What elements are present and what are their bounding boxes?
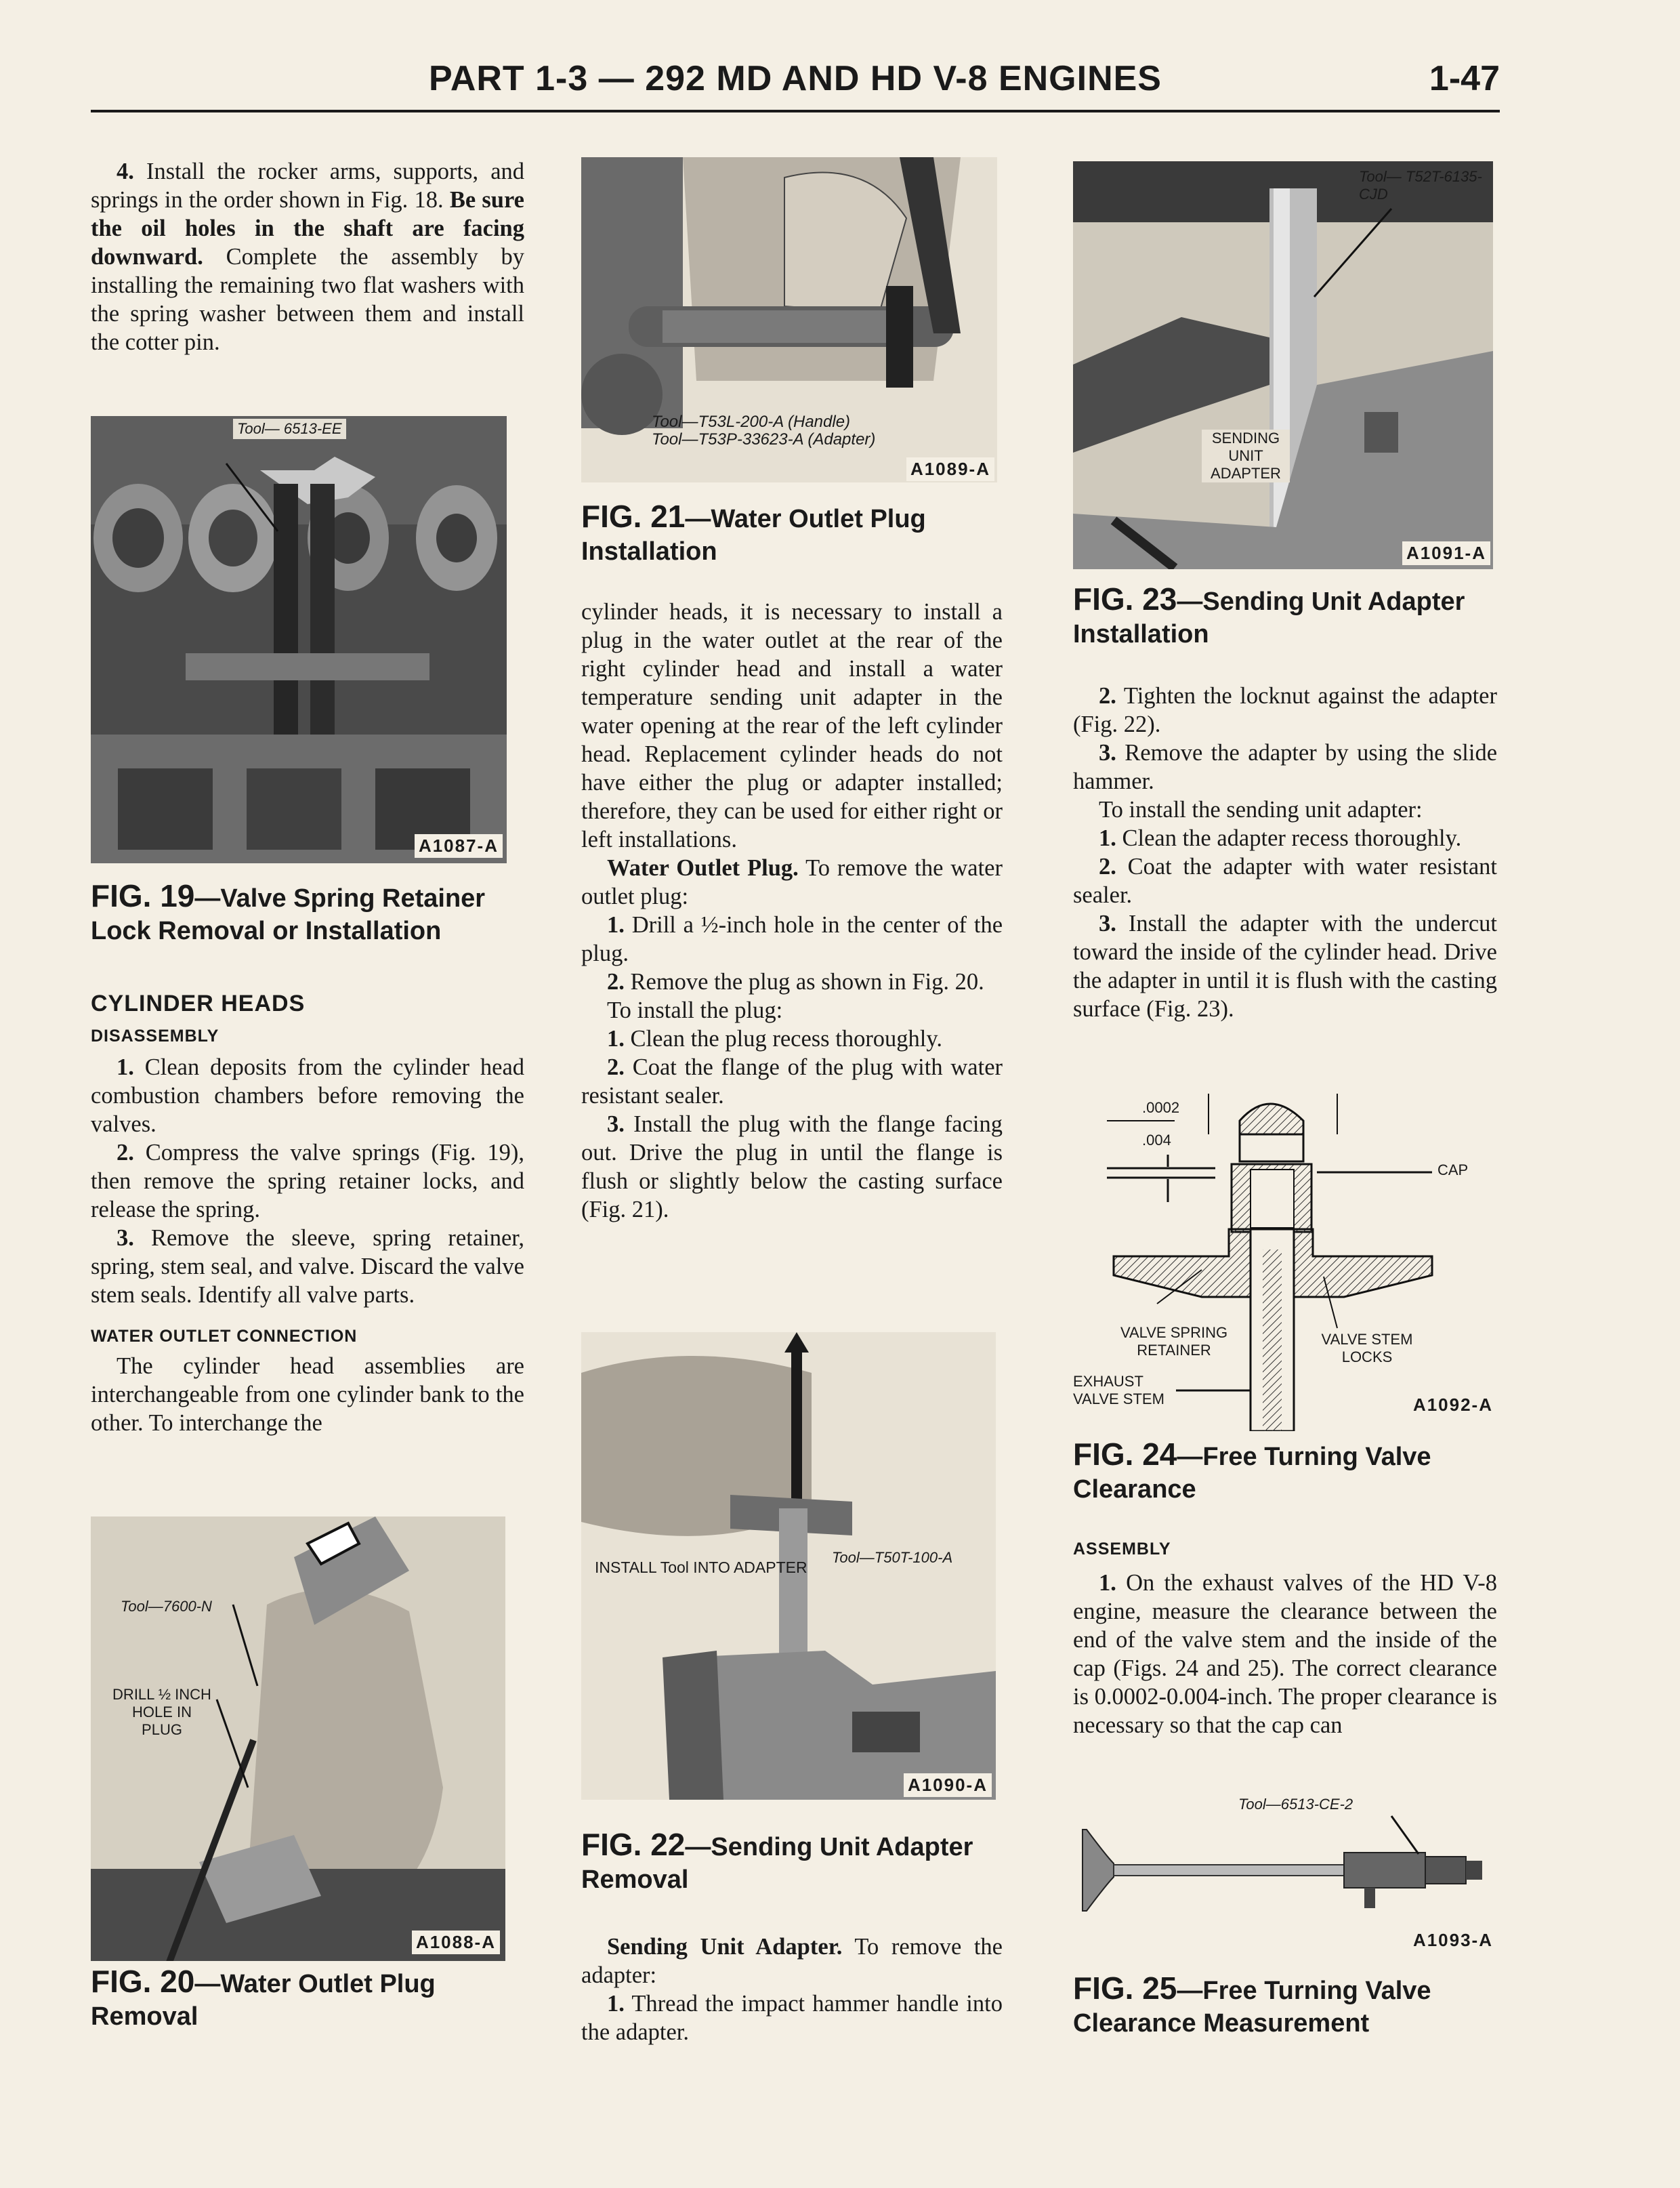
list-item: 2. Compress the valve springs (Fig. 19), then remove the spring retainer locks, and release the spring.: [91, 1140, 524, 1222]
fig25-title: —Free Turning Valve Clearance Measurement: [1073, 1977, 1431, 2038]
subheading-water-outlet: WATER OUTLET CONNECTION: [91, 1327, 358, 1346]
list-item: 2. Remove the plug as shown in Fig. 20.: [607, 969, 984, 995]
fig19-tool-label: Tool— 6513-EE: [233, 419, 346, 439]
fig22-tool-label: Tool—T50T-100-A: [832, 1549, 953, 1566]
fig21-code: A1089-A: [906, 457, 994, 481]
assembly-section: [1073, 1540, 1497, 1739]
fig24-code: A1092-A: [1409, 1393, 1497, 1417]
list-item: 2. Coat the flange of the plug with water resistant sealer.: [581, 1054, 1003, 1109]
adapter-lead-para: Sending Unit Adapter. To remove the adapter:: [581, 1934, 1003, 1988]
fig25-illustration: [1073, 1796, 1497, 1952]
fig21-number: FIG. 21: [581, 499, 686, 534]
page-header: [91, 58, 1500, 112]
header-title: PART 1-3 — 292 MD AND HD V-8 ENGINES: [429, 59, 1162, 98]
list-item: 1. Clean the adapter recess thoroughly.: [1099, 825, 1462, 851]
fig25-tool-label: Tool—6513-CE-2: [1238, 1796, 1353, 1813]
list-item: 1. Thread the impact hammer handle into the adapter.: [581, 1991, 1003, 2045]
fig20-caption: [91, 1965, 524, 2033]
fig21-tool-adapter: Tool—T53P-33623-A (Adapter): [652, 430, 876, 449]
fig23-tool-label: Tool— T52T-6135-CJD: [1359, 168, 1482, 203]
fig23-title: —Sending Unit Adapter Installation: [1073, 587, 1465, 648]
col1-step4: [91, 157, 524, 356]
fig25-caption: [1073, 1972, 1497, 2040]
list-item: 1. Drill a ½-inch hole in the center of the plug.: [581, 912, 1003, 966]
fig20-title: —Water Outlet Plug Removal: [91, 1970, 436, 2031]
water-text: The cylinder head assemblies are interchangeable from one cylinder bank to the other. To interchange the: [91, 1353, 524, 1436]
fig20-tool-label: Tool—7600-N: [121, 1598, 212, 1615]
list-item: 3. Install the plug with the flange facing out. Drive the plug in until the flange is flush or slightly below the casting surface (Fig. 21).: [581, 1111, 1003, 1222]
fig24-title: —Free Turning Valve Clearance: [1073, 1443, 1431, 1504]
fig19-code: A1087-A: [415, 834, 503, 858]
step-text: Install the rocker arms, supports, and springs in the order shown in Fig. 18.: [91, 159, 525, 213]
fig25-number: FIG. 25: [1073, 1970, 1177, 2006]
fig24-diagram: [1073, 1094, 1497, 1431]
fig20-number: FIG. 20: [91, 1964, 195, 1999]
list-item: 3. Remove the adapter by using the slide hammer.: [1073, 740, 1498, 794]
fig21-caption: [581, 500, 1001, 568]
fig22-number: FIG. 22: [581, 1827, 686, 1862]
fig25-code: A1093-A: [1412, 1930, 1493, 1950]
fig19-number: FIG. 19: [91, 878, 195, 913]
subheading-assembly: ASSEMBLY: [1073, 1540, 1171, 1559]
plug-lead-para: Water Outlet Plug. To remove the water outlet plug:: [581, 855, 1003, 909]
adapter-section: [581, 1933, 1003, 2046]
fig21-tool-handle: Tool—T53L-200-A (Handle): [652, 413, 851, 431]
fig23-photo: [1073, 161, 1493, 569]
fig20-code: A1088-A: [412, 1931, 500, 1954]
fig22-code: A1090-A: [904, 1773, 992, 1797]
step-bold-note: Be sure the oil holes in the shaft are facing downward.: [91, 187, 524, 270]
fig21-photo: [581, 157, 997, 482]
exhaust-stem-label: EXHAUST VALVE STEM: [1073, 1373, 1164, 1407]
step-text-rest: Complete the assembly by installing the remaining two flat washers with the spring washer between them and install the cotter pin.: [91, 244, 524, 355]
col3-body: [1073, 682, 1497, 1023]
list-item: 2. Coat the adapter with water resistant sealer.: [1073, 854, 1497, 908]
fig24-caption: [1073, 1438, 1497, 1506]
col2-body: [581, 598, 1003, 1224]
subheading-disassembly: DISASSEMBLY: [91, 1027, 219, 1046]
fig22-title: —Sending Unit Adapter Removal: [581, 1833, 973, 1894]
fig21-title: —Water Outlet Plug Installation: [581, 505, 926, 566]
fig19-caption: [91, 880, 524, 947]
clearance-max-label: .004: [1142, 1132, 1171, 1149]
fig23-caption: [1073, 583, 1497, 651]
list-item: 3. Install the adapter with the undercut toward the inside of the cylinder head. Drive the adapter in until it is flush with the casting surface (Fig. 23).: [1073, 911, 1498, 1022]
fig19-title: —Valve Spring Retainer Lock Removal or Installation: [91, 884, 486, 945]
fig23-adapter-label: SENDING UNIT ADAPTER: [1202, 430, 1290, 482]
list-item: 3. Remove the sleeve, spring retainer, spring, stem seal, and valve. Discard the valve stem seals. Identify all valve parts.: [91, 1225, 525, 1308]
fig20-drill-label: DRILL ½ INCH HOLE IN PLUG: [112, 1686, 211, 1738]
fig22-install-label: INSTALL Tool INTO ADAPTER: [595, 1559, 807, 1576]
list-item: 2. Tighten the locknut against the adapter (Fig. 22).: [1073, 683, 1497, 737]
cylinder-heads-section: [91, 991, 524, 1437]
header-rule: [91, 110, 1500, 112]
clearance-min-label: .0002: [1142, 1099, 1180, 1116]
cap-label: CAP: [1437, 1161, 1469, 1178]
list-item: 1. Clean deposits from the cylinder head combustion chambers before removing the valves.: [91, 1054, 525, 1137]
fig23-code: A1091-A: [1402, 541, 1490, 565]
fig22-photo: [581, 1332, 996, 1800]
fig20-photo: [91, 1516, 505, 1961]
install-intro: To install the plug:: [607, 997, 783, 1023]
fig23-number: FIG. 23: [1073, 581, 1177, 617]
stem-locks-label: VALVE STEM LOCKS: [1321, 1331, 1413, 1365]
page-number: 1-47: [1429, 59, 1500, 98]
fig22-caption: [581, 1828, 1001, 1896]
step-number: 4.: [117, 159, 134, 184]
col2-para: cylinder heads, it is necessary to install a plug in the water outlet at the rear of the right cylinder head and install a water temperature sending unit adapter in the water opening at the rear of the left cylinder head. Replacement cylinder heads do not have either the plug or adapter installed; therefore, they can be used for either right or left installations.: [581, 599, 1003, 852]
fig24-number: FIG. 24: [1073, 1437, 1177, 1472]
section-heading: CYLINDER HEADS: [91, 991, 306, 1016]
retainer-label: VALVE SPRING RETAINER: [1120, 1324, 1228, 1359]
fig19-photo: [91, 416, 507, 863]
install-intro: To install the sending unit adapter:: [1099, 797, 1423, 823]
list-item: 1. Clean the plug recess thoroughly.: [607, 1026, 943, 1052]
list-item: 1. On the exhaust valves of the HD V-8 engine, measure the clearance between the end of the valve stem and the inside of the cap (Figs. 24 and 25). The correct clearance is 0.0002-0.004-inch. The proper clearance is necessary so that the cap can: [1073, 1570, 1497, 1738]
